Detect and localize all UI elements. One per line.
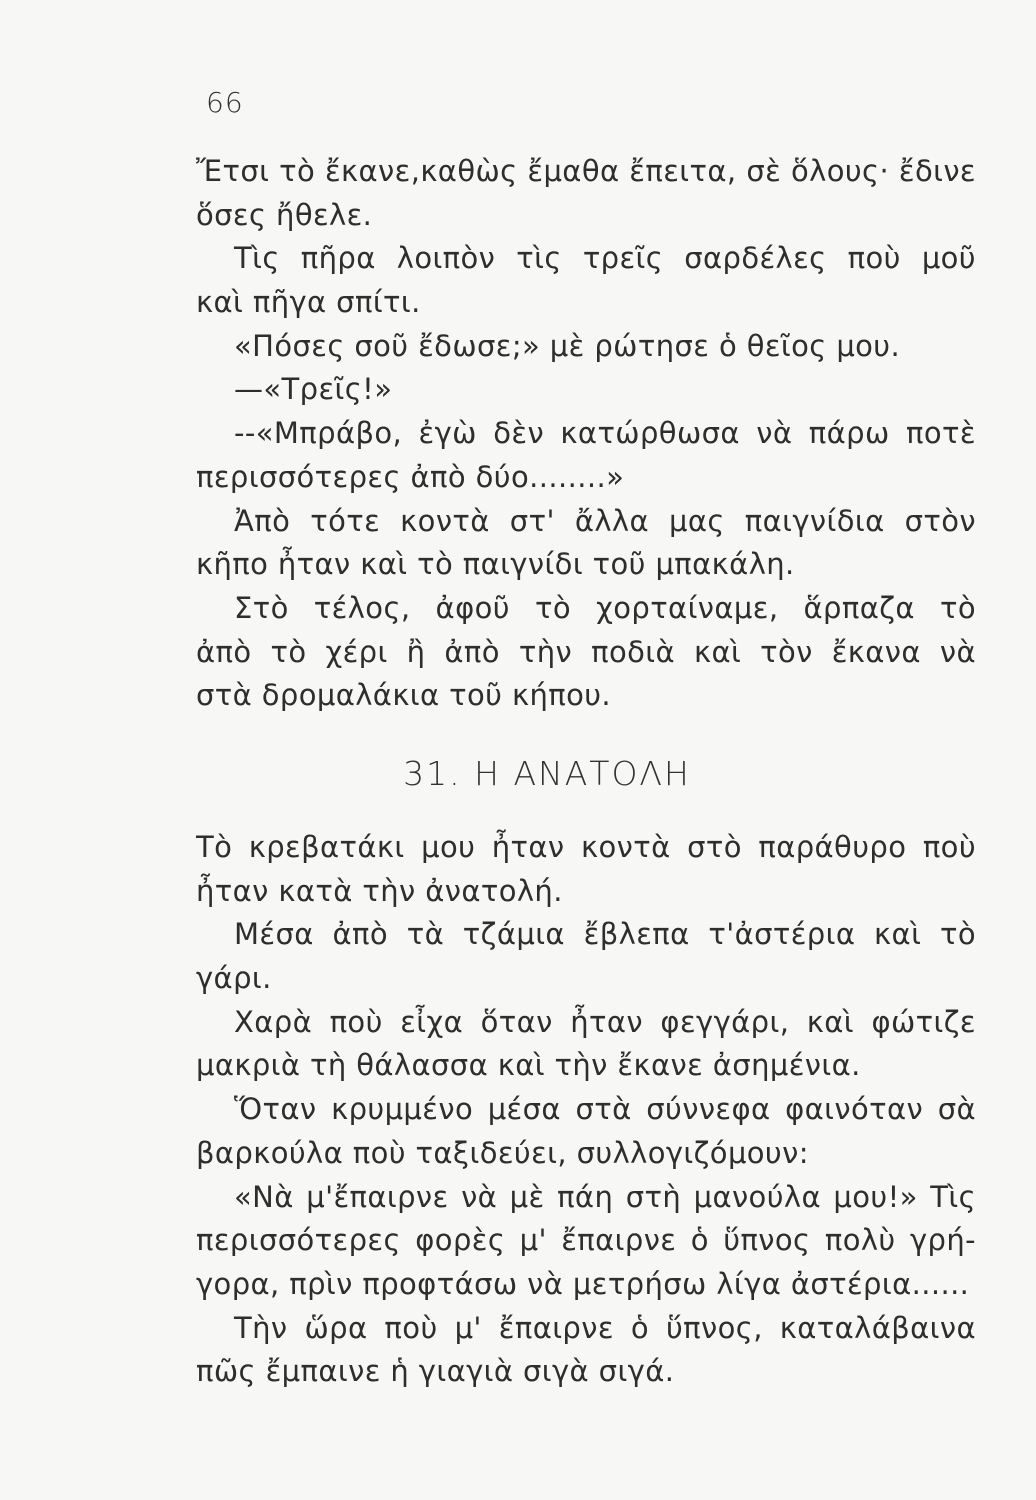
text-block-previous-section [196, 150, 976, 718]
text-line: Χαρὰ ποὺ εἶχα ὅταν ἦταν φεγγάρι, καὶ φώτιζε [234, 1004, 976, 1039]
text-line: Τὸ κρεβατάκι μου ἦταν κοντὰ στὸ παράθυρο ποὺ [196, 830, 976, 864]
text-line: Ὅταν κρυμμένο μέσα στὰ σύννεφα φαινόταν σὰ [234, 1092, 976, 1127]
page-number: 66 [206, 86, 244, 119]
text-line: Στὸ τέλος, ἀφοῦ τὸ χορταίναμε, ἅρπαζα τὸ [234, 590, 976, 625]
text-line: «Πόσες σοῦ ἔδωσε;» μὲ ρώτησε ὁ θεῖος μου. [234, 328, 901, 363]
text-line: γάρι. [196, 961, 272, 996]
text-line: Ἔτσι τὸ ἔκανε,καθὼς ἔμαθα ἔπειτα, σὲ ὅλους· ἔδινε [196, 154, 976, 188]
section-heading [0, 754, 1036, 793]
text-line: Μέσα ἀπὸ τὰ τζάμια ἔβλεπα τ'ἀστέρια καὶ τὸ [234, 917, 976, 952]
text-line: --«Μπράβο, ἐγὼ δὲν κατώρθωσα νὰ πάρω ποτὲ [234, 416, 976, 451]
text-line: «Νὰ μ'ἔπαιρνε νὰ μὲ πάη στὴ μανούλα μου!» Τὶς [234, 1179, 976, 1214]
text-line: —«Τρεῖς!» [234, 372, 393, 407]
text-block-section-31 [196, 826, 976, 1394]
text-line: πῶς ἔμπαινε ἡ γιαγιὰ σιγὰ σιγά. [196, 1354, 675, 1389]
text-line: κῆπο ἦταν καὶ τὸ παιγνίδι τοῦ μπακάλη. [196, 547, 795, 582]
text-line: Ἀπὸ τότε κοντὰ στ' ἄλλα μας παιγνίδια στὸν [234, 503, 976, 538]
text-line: ἀπὸ τὸ χέρι ἢ ἀπὸ τὴν ποδιὰ καὶ τὸν ἔκανα νὰ [196, 634, 976, 669]
text-line: γορα, πρὶν προφτάσω νὰ μετρήσω λίγα ἀστέρια...... [196, 1266, 970, 1301]
text-line: περισσότερες ἀπὸ δύο........» [196, 459, 625, 494]
text-line: Τὴν ὥρα ποὺ μ' ἔπαιρνε ὁ ὕπνος, καταλάβαινα [234, 1310, 976, 1345]
text-line: Τὶς πῆρα λοιπὸν τὶς τρεῖς σαρδέλες ποὺ μοῦ [234, 241, 976, 276]
text-line: ἦταν κατὰ τὴν ἀνατολή. [196, 873, 563, 908]
text-line: μακριὰ τὴ θάλασσα καὶ τὴν ἔκανε ἀσημένια. [196, 1048, 861, 1083]
text-line: ὅσες ἤθελε. [196, 197, 373, 232]
text-line: στὰ δρομαλάκια τοῦ κήπου. [196, 678, 612, 713]
text-line: καὶ πῆγα σπίτι. [196, 285, 421, 320]
section-title: 31. Η ΑΝΑΤΟΛΗ [403, 754, 691, 793]
text-line: περισσότερες φορὲς μ' ἔπαιρνε ὁ ὕπνος πολὺ γρή- [196, 1223, 976, 1258]
text-line: βαρκούλα ποὺ ταξιδεύει, συλλογιζόμουν: [196, 1135, 809, 1170]
